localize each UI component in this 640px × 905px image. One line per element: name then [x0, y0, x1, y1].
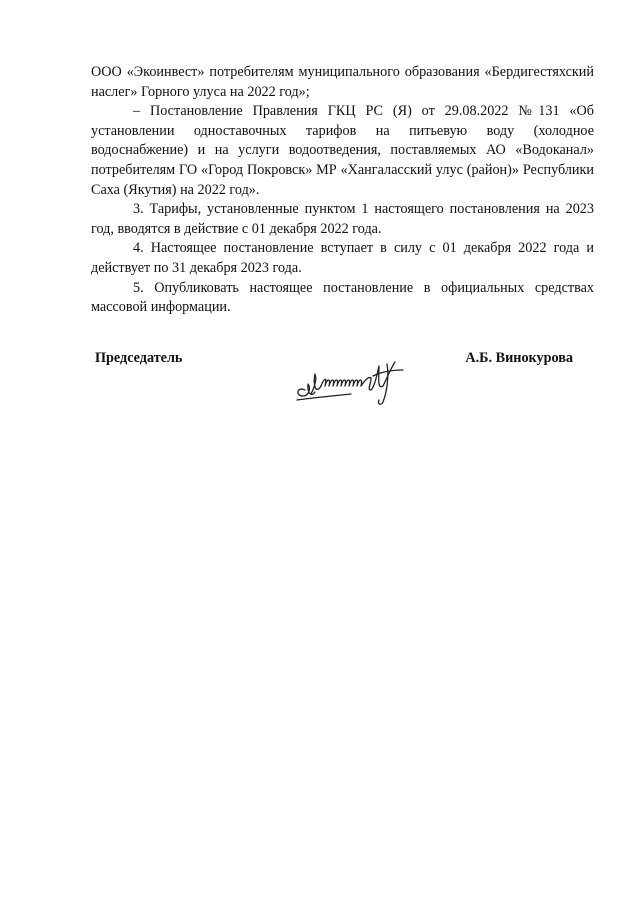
paragraph-continuation: ООО «Экоинвест» потребителям муниципального образования «Бердигестяхский наслег» Горного улуса на 2022 год»; — [91, 64, 594, 100]
paragraph-item-3: 3. Тарифы, установленные пунктом 1 настоящего постановления на 2023 год, вводятся в действие с 01 декабря 2022 года. — [91, 201, 594, 237]
paragraph-item-4: 4. Настоящее постановление вступает в силу с 01 декабря 2022 года и действует по 31 декабря 2023 года. — [91, 240, 594, 276]
signatory-title: Председатель — [95, 350, 183, 366]
handwritten-signature — [291, 356, 413, 408]
paragraph-resolution-reference: – Постановление Правления ГКЦ РС (Я) от 29.08.2022 №131 «Об установлении одноставочных тарифов на питьевую воду (холодное водоснабжение) и на услуги водоотведения, поставляемых АО «Водоканал» потребителям ГО «Город Покровск» МР «Хангаласский улус (район)» Республики Саха (Якутия) на 2022 год». — [91, 103, 594, 198]
document-body — [91, 63, 594, 318]
paragraph-item-5: 5. Опубликовать настоящее постановление в официальных средствах массовой информации. — [91, 279, 594, 316]
signatory-name: А.Б. Винокурова — [465, 350, 573, 366]
signature-block — [95, 350, 573, 410]
